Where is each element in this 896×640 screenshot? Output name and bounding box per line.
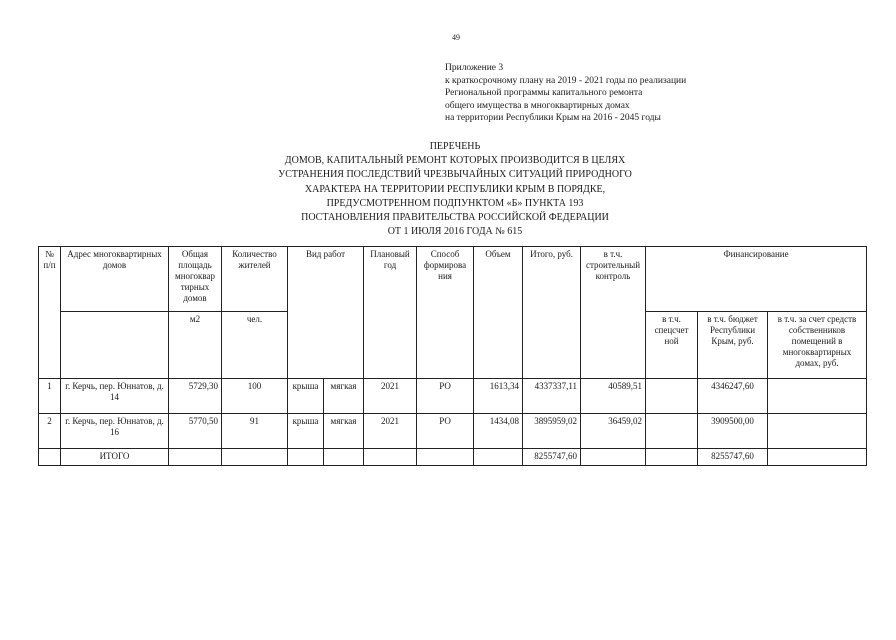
houses-table [38,246,867,466]
cell-fin-budget: 3909500,00 [698,414,768,449]
title-line: ХАРАКТЕРА НА ТЕРРИТОРИИ РЕСПУБЛИКИ КРЫМ В ПОРЯДКЕ, [304,183,606,195]
title-line: ОТ 1 ИЮЛЯ 2016 ГОДА № 615 [387,226,523,238]
cell-method: РО [417,414,474,449]
cell-year: 2021 [364,379,417,414]
cell-control: 36459,02 [581,414,646,449]
title-line: УСТРАНЕНИЯ ПОСЛЕДСТВИЙ ЧРЕЗВЫЧАЙНЫХ СИТУАЦИЙ ПРИРОДНОГО [278,169,632,181]
header-area: Общая площадь многоквар тирных домов [169,247,222,312]
header-volume: Объем [474,247,523,379]
cell-area: 5729,30 [169,379,222,414]
cell-area [169,449,222,466]
cell-fin-owners [768,379,867,414]
header-fin-budget: в т.ч. бюджет Республики Крым, руб. [698,312,768,379]
page-number: 49 [452,33,460,42]
document-title [240,140,670,239]
title-line: ДОМОВ, КАПИТАЛЬНЫЙ РЕМОНТ КОТОРЫХ ПРОИЗВОДИТСЯ В ЦЕЛЯХ [284,155,626,167]
header-address-blank [61,312,169,379]
cell-work-b: мягкая [324,414,364,449]
header-control: в т.ч. строительный контроль [581,247,646,379]
header-method: Способ формирова ния [417,247,474,379]
appendix-line: общего имущества в многоквартирных домах [445,100,630,111]
header-fin-special: в т.ч. спецсчет ной [646,312,698,379]
header-work-type: Вид работ [288,247,364,379]
cell-address: г. Керчь, пер. Юннатов, д. 16 [61,414,169,449]
header-residents: Количество жителей [222,247,288,312]
cell-work-b: мягкая [324,379,364,414]
table-header-row [39,247,867,312]
cell-method [417,449,474,466]
cell-volume: 1434,08 [474,414,523,449]
title-line: ПЕРЕЧЕНЬ [429,141,481,152]
cell-num [39,449,61,466]
cell-work-a [288,449,324,466]
cell-work-b [324,449,364,466]
unit-area: м2 [169,312,222,379]
cell-residents: 91 [222,414,288,449]
header-num: № п/п [39,247,61,379]
appendix-note [445,62,686,125]
cell-address: г. Керчь, пер. Юннатов, д. 14 [61,379,169,414]
header-address: Адрес многоквартирных домов [61,247,169,312]
cell-fin-special [646,414,698,449]
appendix-line: Приложение 3 [445,63,504,73]
cell-area: 5770,50 [169,414,222,449]
table-row [39,379,867,414]
cell-work-a: крыша [288,414,324,449]
header-year: Плановый год [364,247,417,379]
title-line: ПОСТАНОВЛЕНИЯ ПРАВИТЕЛЬСТВА РОССИЙСКОЙ ФЕДЕРАЦИИ [301,212,609,224]
cell-num: 1 [39,379,61,414]
appendix-line: к краткосрочному плану на 2019 - 2021 годы по реализации [445,75,687,86]
cell-year [364,449,417,466]
cell-residents: 100 [222,379,288,414]
cell-volume: 1613,34 [474,379,523,414]
table-row [39,414,867,449]
cell-residents [222,449,288,466]
cell-method: РО [417,379,474,414]
cell-fin-special [646,449,698,466]
cell-fin-budget: 4346247,60 [698,379,768,414]
cell-total: 3895959,02 [523,414,581,449]
cell-num: 2 [39,414,61,449]
header-financing: Финансирование [646,247,867,312]
total-label: ИТОГО [61,449,169,466]
cell-control: 40589,51 [581,379,646,414]
cell-fin-special [646,379,698,414]
cell-volume [474,449,523,466]
appendix-line: Региональной программы капитального ремонта [445,88,643,98]
appendix-line: на территории Республики Крым на 2016 - 2045 годы [445,113,661,123]
cell-fin-owners [768,414,867,449]
total-budget: 8255747,60 [698,449,768,466]
cell-control [581,449,646,466]
cell-total: 4337337,11 [523,379,581,414]
unit-residents: чел. [222,312,288,379]
header-total: Итого, руб. [523,247,581,379]
total-sum: 8255747,60 [523,449,581,466]
title-line: ПРЕДУСМОТРЕННОМ ПОДПУНКТОМ «Б» ПУНКТА 193 [326,197,584,209]
cell-work-a: крыша [288,379,324,414]
header-fin-owners: в т.ч. за счет средств собственников помещений в многоквартирных домах, руб. [768,312,867,379]
total-row [39,449,867,466]
cell-fin-owners [768,449,867,466]
cell-year: 2021 [364,414,417,449]
